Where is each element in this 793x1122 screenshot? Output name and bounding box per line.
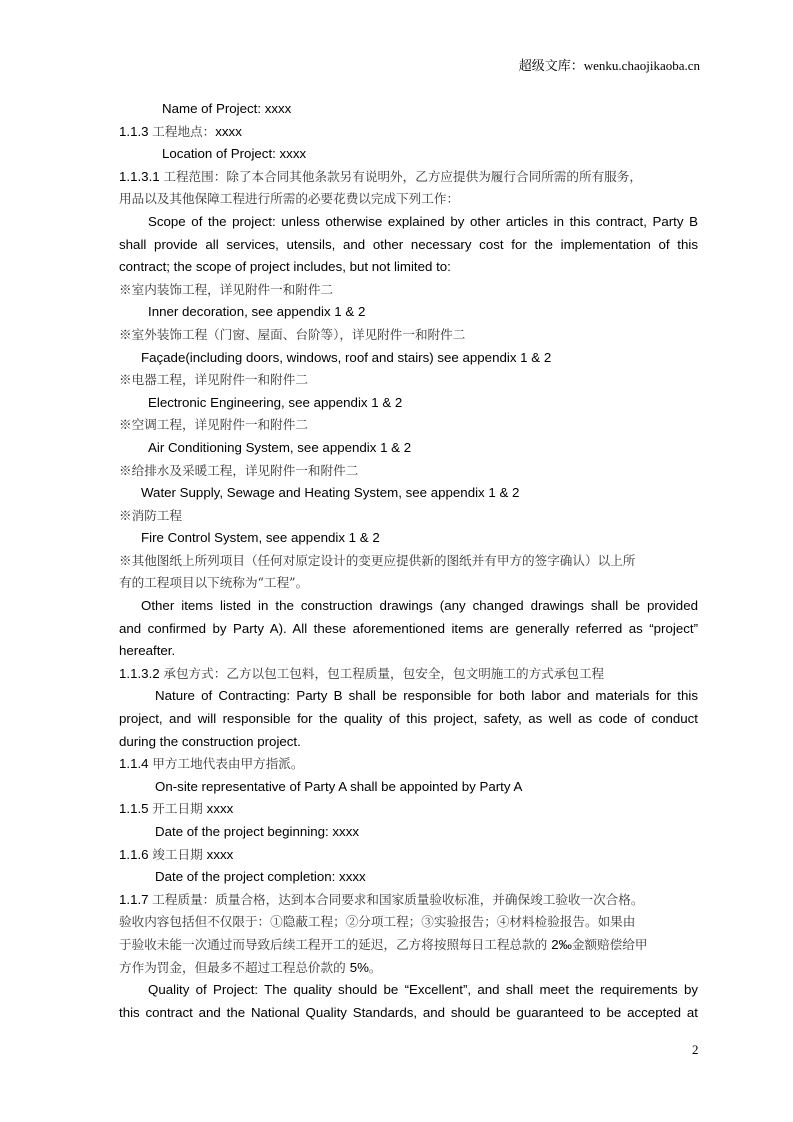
scope-item-other-zh-line-2: 有的工程项目以下统称为“工程”。: [119, 575, 309, 591]
quality-en-line-1: Quality of Project: The quality should be “Excellent”, and shall meet the requirements by: [148, 982, 698, 998]
clause-1-1-7-zh: [119, 889, 698, 912]
clause-text-zh: 甲方工地代表由甲方指派。: [152, 756, 304, 772]
scope-item-electrical-zh: ※电器工程，详见附件一和附件二: [119, 372, 308, 388]
contracting-en-line-2: project, and will responsible for the quality of this project, safety, as well as code of conduct: [119, 711, 698, 727]
clause-text-zh: 金额赔偿给甲: [571, 936, 648, 952]
clause-text-zh: 。: [368, 959, 382, 975]
clause-1-1-7-zh-line-2: 验收内容包括但不仅限于：①隐蔽工程；②分项工程；③实验报告；④材料检验报告。如果由: [119, 914, 636, 930]
clause-1-1-5-en: Date of the project beginning: xxxx: [155, 824, 360, 839]
clause-number: 1.1.3.1: [119, 168, 164, 184]
project-name-en: Name of Project: xxxx: [162, 101, 292, 116]
clause-1-1-5-zh: [119, 798, 698, 821]
scope-item-inner-decoration-en: Inner decoration, see appendix 1 & 2: [148, 304, 366, 320]
clause-number: 1.1.6: [119, 846, 153, 862]
scope-item-other-en-line-3: hereafter.: [119, 643, 176, 659]
scope-item-fire-control-en: Fire Control System, see appendix 1 & 2: [141, 530, 380, 546]
scope-item-other-zh-line-1: ※其他图纸上所列项目（任何对原定设计的变更应提供新的图纸并有甲方的签字确认）以上所: [119, 552, 636, 568]
clause-1-1-4-en: On-site representative of Party A shall be appointed by Party A: [155, 778, 523, 794]
scope-item-inner-decoration-zh: ※室内装饰工程，详见附件一和附件二: [119, 281, 334, 297]
contracting-en-line-1: Nature of Contracting: Party B shall be responsible for both labor and materials for this: [155, 688, 698, 704]
clause-text-zh: 工程地点：: [152, 123, 216, 139]
clause-text-zh: 于验收未能一次通过而导致后续工程开工的延迟，乙方将按照每日工程总款的: [119, 936, 552, 952]
document-body: [119, 98, 698, 1024]
clause-1-1-3-1-zh: [119, 166, 698, 189]
scope-item-electrical-en: Electronic Engineering, see appendix 1 & 2: [148, 394, 403, 410]
clause-text-zh: 竣工日期: [152, 846, 207, 862]
scope-item-air-conditioning-zh: ※空调工程，详见附件一和附件二: [119, 417, 308, 433]
clause-1-1-3-1-zh-cont: 用品以及其他保障工程进行所需的必要花费以完成下列工作：: [119, 191, 460, 207]
clause-value: xxxx: [215, 123, 242, 139]
clause-text-zh: 工程范围：除了本合同其他条款另有说明外，乙方应提供为履行合同所需的所有服务，: [163, 168, 642, 184]
clause-value: xxxx: [206, 801, 234, 817]
clause-number: 1.1.5: [119, 801, 153, 817]
clause-number: 1.1.7: [119, 891, 153, 907]
clause-1-1-3-2-zh: [119, 663, 698, 686]
scope-item-water-heating-zh: ※给排水及采暖工程，详见附件一和附件二: [119, 462, 359, 478]
clause-number: 1.1.3.2: [119, 665, 164, 681]
scope-en-line-2: shall provide all services, utensils, and other necessary cost for the implementation of this: [119, 236, 698, 252]
contracting-en-line-3: during the construction project.: [119, 733, 301, 749]
page-header-source: 超级文库：wenku.chaojikaoba.cn: [518, 58, 700, 73]
penalty-rate: 2‰: [551, 936, 572, 952]
clause-number: 1.1.4: [119, 756, 153, 772]
scope-item-air-conditioning-en: Air Conditioning System, see appendix 1 & 2: [148, 439, 412, 455]
clause-1-1-6-en: Date of the project completion: xxxx: [155, 869, 366, 885]
clause-1-1-7-zh-line-3: [119, 934, 698, 957]
scope-item-other-en-line-2: and confirmed by Party A). All these aforementioned items are generally referred as “project”: [119, 620, 698, 636]
scope-en-line-3: contract; the scope of project includes, but not limited to:: [119, 259, 451, 275]
clause-1-1-7-zh-line-4: [119, 957, 698, 980]
quality-en-line-2: this contract and the National Quality Standards, and should be guaranteed to be accepted at: [119, 1004, 698, 1020]
clause-1-1-4-zh: [119, 753, 698, 776]
penalty-cap: 5%: [349, 959, 369, 975]
scope-en-line-1: Scope of the project: unless otherwise explained by other articles in this contract, Party B: [148, 213, 698, 229]
scope-item-fire-control-zh: ※消防工程: [119, 507, 182, 523]
project-location-en: Location of Project: xxxx: [162, 146, 307, 162]
scope-item-water-heating-en: Water Supply, Sewage and Heating System, see appendix 1 & 2: [141, 485, 520, 501]
clause-value: xxxx: [206, 846, 234, 862]
clause-text-zh: 承包方式：乙方以包工包料，包工程质量，包安全，包文明施工的方式承包工程: [163, 665, 605, 681]
clause-number: 1.1.3: [119, 123, 153, 139]
clause-text-zh: 工程质量：质量合格，达到本合同要求和国家质量验收标准，并确保竣工验收一次合格。: [152, 891, 644, 907]
scope-item-facade-zh: ※室外装饰工程（门窗、屋面、台阶等），详见附件一和附件二: [119, 326, 466, 342]
scope-item-facade-en: Façade(including doors, windows, roof and stairs) see appendix 1 & 2: [141, 349, 552, 365]
clause-1-1-3-zh: [119, 121, 698, 144]
page-number: 2: [692, 1042, 699, 1057]
scope-item-other-en-line-1: Other items listed in the construction drawings (any changed drawings shall be provided: [141, 598, 698, 614]
clause-text-zh: 方作为罚金，但最多不超过工程总价款的: [119, 959, 350, 975]
clause-text-zh: 开工日期: [152, 801, 207, 817]
clause-1-1-6-zh: [119, 844, 698, 867]
